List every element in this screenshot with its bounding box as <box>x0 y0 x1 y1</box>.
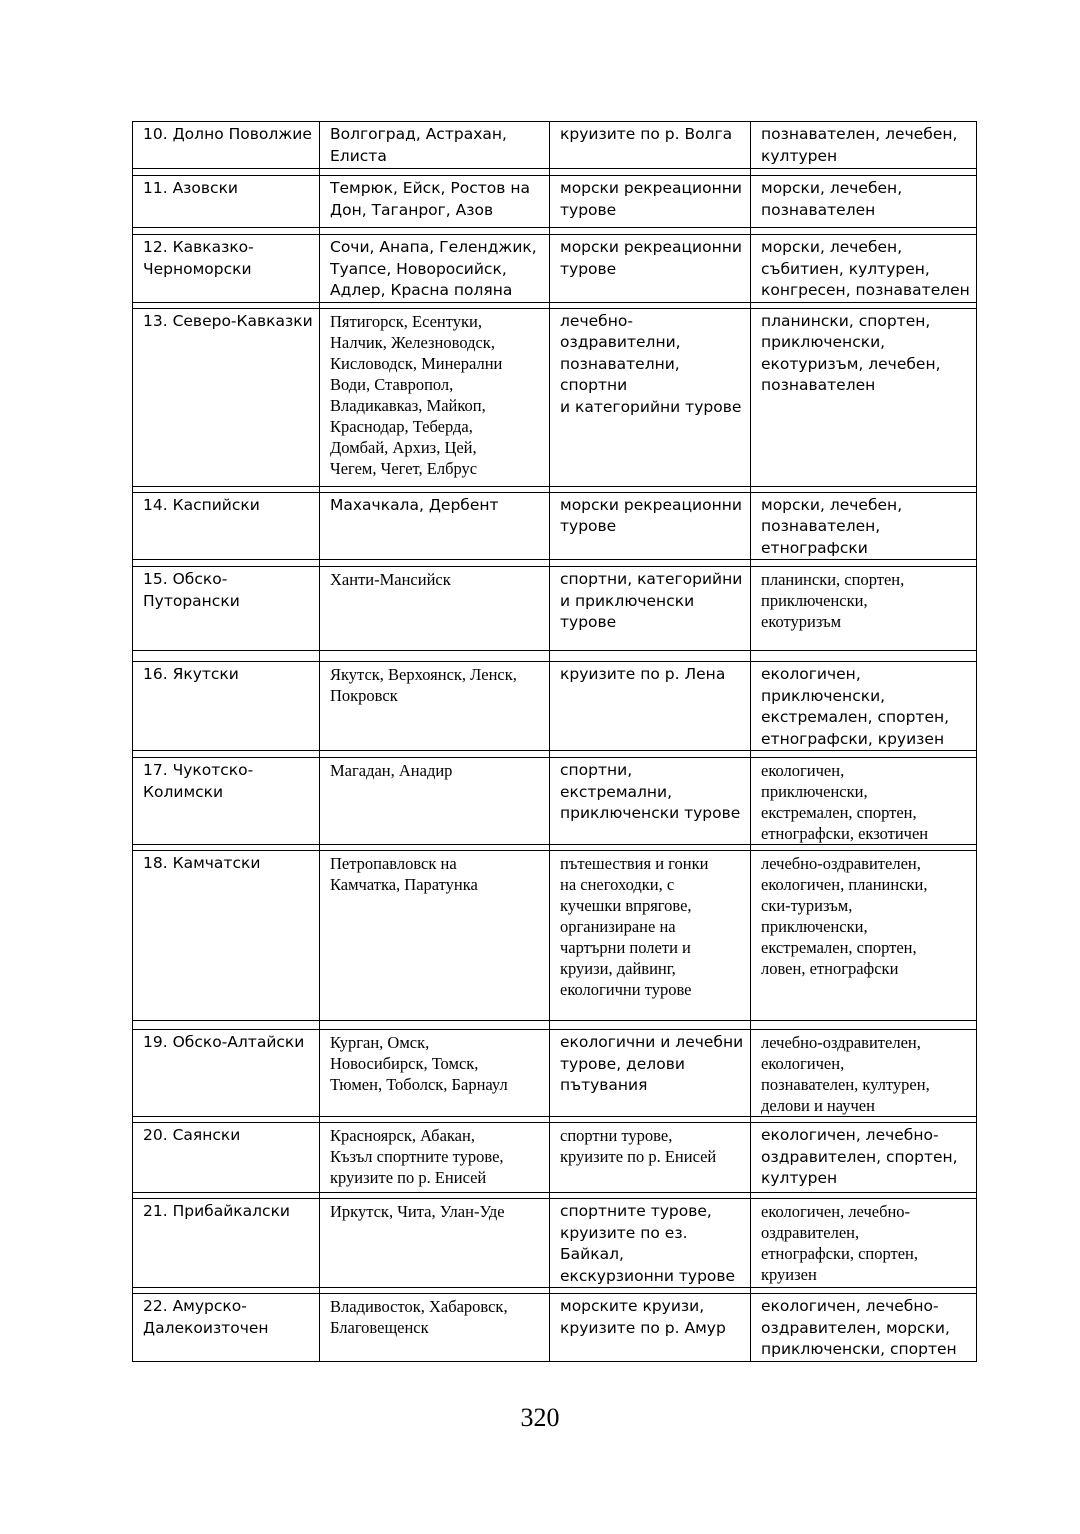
tours-cell: морски рекреационни турове <box>550 492 751 560</box>
tours-cell: екологични и лечебни турове, делови пътувания <box>550 1030 751 1117</box>
separator-cell <box>320 651 550 662</box>
separator-cell <box>133 1021 320 1030</box>
separator-cell <box>751 651 977 662</box>
cities-cell: Курган, Омск, Новосибирск, Томск, Тюмен, Тоболск, Барнаул <box>320 1030 550 1117</box>
page-number: 320 <box>520 1403 560 1432</box>
types-cell: екологичен, приключенски, екстремален, спортен, етнографски, круизен <box>751 662 977 751</box>
region-cell: 11. Азовски <box>133 176 320 228</box>
separator-cell <box>133 169 320 176</box>
types-cell: лечебно-оздравителен, екологичен, планински, ски-туризъм, приключенски, екстремален, спортен, ловен, етнографски <box>751 851 977 1021</box>
cities-cell: Петропавловск на Камчатка, Паратунка <box>320 851 550 1021</box>
region-cell: 10. Долно Поволжие <box>133 122 320 169</box>
separator-cell <box>320 169 550 176</box>
tours-cell: пътешествия и гонки на снегоходки, с кучешки впрягове, организиране на чартърни полети и круизи, дайвинг, екологични турове <box>550 851 751 1021</box>
separator-cell <box>550 560 751 567</box>
types-cell: екологичен, приключенски, екстремален, спортен, етнографски, екзотичен <box>751 758 977 845</box>
tours-cell: спортни турове, круизите по р. Енисей <box>550 1123 751 1193</box>
cities-cell: Красноярск, Абакан, Къзъл спортните турове, круизите по р. Енисей <box>320 1123 550 1193</box>
region-cell: 12. Кавказко- Черноморски <box>133 235 320 303</box>
tours-cell: круизите по р. Волга <box>550 122 751 169</box>
table-row <box>133 1199 977 1288</box>
separator-cell <box>751 560 977 567</box>
region-cell: 16. Якутски <box>133 662 320 751</box>
separator-cell <box>751 751 977 758</box>
separator-cell <box>133 651 320 662</box>
types-cell: екологичен, лечебно- оздравителен, морски, приключенски, спортен <box>751 1294 977 1362</box>
table-row <box>133 1123 977 1193</box>
separator-cell <box>550 169 751 176</box>
types-cell: морски, лечебен, събитиен, културен, конгресен, познавателен <box>751 235 977 303</box>
table-row <box>133 492 977 560</box>
row-separator <box>133 228 977 235</box>
table-row <box>133 308 977 486</box>
tours-cell: спортните турове, круизите по ез. Байкал, екскурзионни турове <box>550 1199 751 1288</box>
separator-cell <box>133 751 320 758</box>
table-row <box>133 176 977 228</box>
separator-cell <box>133 560 320 567</box>
tours-cell: лечебно- оздравителни, познавателни, спортни и категорийни турове <box>550 308 751 486</box>
separator-cell <box>550 651 751 662</box>
table-row <box>133 758 977 845</box>
types-cell: морски, лечебен, познавателен, етнографски <box>751 492 977 560</box>
region-cell: 21. Прибайкалски <box>133 1199 320 1288</box>
separator-cell <box>751 228 977 235</box>
regions-table <box>132 121 977 1362</box>
row-separator <box>133 751 977 758</box>
cities-cell: Волгоград, Астрахан, Елиста <box>320 122 550 169</box>
separator-cell <box>320 751 550 758</box>
cities-cell: Владивосток, Хабаровск, Благовещенск <box>320 1294 550 1362</box>
table-row <box>133 235 977 303</box>
table-row <box>133 1030 977 1117</box>
table-row <box>133 122 977 169</box>
separator-cell <box>320 1021 550 1030</box>
separator-cell <box>320 228 550 235</box>
cities-cell: Темрюк, Ейск, Ростов на Дон, Таганрог, Азов <box>320 176 550 228</box>
separator-cell <box>320 560 550 567</box>
types-cell: екологичен, лечебно- оздравителен, спортен, културен <box>751 1123 977 1193</box>
table-row <box>133 1294 977 1362</box>
tours-cell: морски рекреационни турове <box>550 235 751 303</box>
table-row <box>133 851 977 1021</box>
types-cell: планински, спортен, приключенски, екотуризъм <box>751 567 977 651</box>
tours-cell: спортни, екстремални, приключенски турове <box>550 758 751 845</box>
row-separator <box>133 560 977 567</box>
region-cell: 18. Камчатски <box>133 851 320 1021</box>
cities-cell: Пятигорск, Есентуки, Налчик, Железноводск, Кисловодск, Минерални Води, Ставропол, Владикавказ, Майкоп, Краснодар, Теберда, Домбай, Архиз, Цей, Чегем, Чегет, Елбрус <box>320 308 550 486</box>
separator-cell <box>550 751 751 758</box>
types-cell: екологичен, лечебно- оздравителен, етнографски, спортен, круизен <box>751 1199 977 1288</box>
cities-cell: Магадан, Анадир <box>320 758 550 845</box>
region-cell: 22. Амурско- Далекоизточен <box>133 1294 320 1362</box>
types-cell: познавателен, лечебен, културен <box>751 122 977 169</box>
types-cell: планински, спортен, приключенски, екотуризъм, лечебен, познавателен <box>751 308 977 486</box>
tours-cell: спортни, категорийни и приключенски турове <box>550 567 751 651</box>
region-cell: 19. Обско-Алтайски <box>133 1030 320 1117</box>
separator-cell <box>550 228 751 235</box>
row-separator <box>133 169 977 176</box>
region-cell: 17. Чукотско- Колимски <box>133 758 320 845</box>
separator-cell <box>133 228 320 235</box>
region-cell: 20. Саянски <box>133 1123 320 1193</box>
region-cell: 14. Каспийски <box>133 492 320 560</box>
cities-cell: Махачкала, Дербент <box>320 492 550 560</box>
tours-cell: морски рекреационни турове <box>550 176 751 228</box>
table-row <box>133 567 977 651</box>
cities-cell: Якутск, Верхоянск, Ленск, Покровск <box>320 662 550 751</box>
cities-cell: Сочи, Анапа, Геленджик, Туапсе, Новоросийск, Адлер, Красна поляна <box>320 235 550 303</box>
table-row <box>133 662 977 751</box>
row-separator <box>133 651 977 662</box>
types-cell: лечебно-оздравителен, екологичен, познавателен, културен, делови и научен <box>751 1030 977 1117</box>
tours-cell: круизите по р. Лена <box>550 662 751 751</box>
region-cell: 13. Северо-Кавказки <box>133 308 320 486</box>
separator-cell <box>751 1021 977 1030</box>
cities-cell: Иркутск, Чита, Улан-Уде <box>320 1199 550 1288</box>
tours-cell: морските круизи, круизите по р. Амур <box>550 1294 751 1362</box>
separator-cell <box>550 1021 751 1030</box>
region-cell: 15. Обско- Путорански <box>133 567 320 651</box>
separator-cell <box>751 169 977 176</box>
row-separator <box>133 1021 977 1030</box>
cities-cell: Ханти-Мансийск <box>320 567 550 651</box>
types-cell: морски, лечебен, познавателен <box>751 176 977 228</box>
regions-table-body <box>133 122 977 1362</box>
